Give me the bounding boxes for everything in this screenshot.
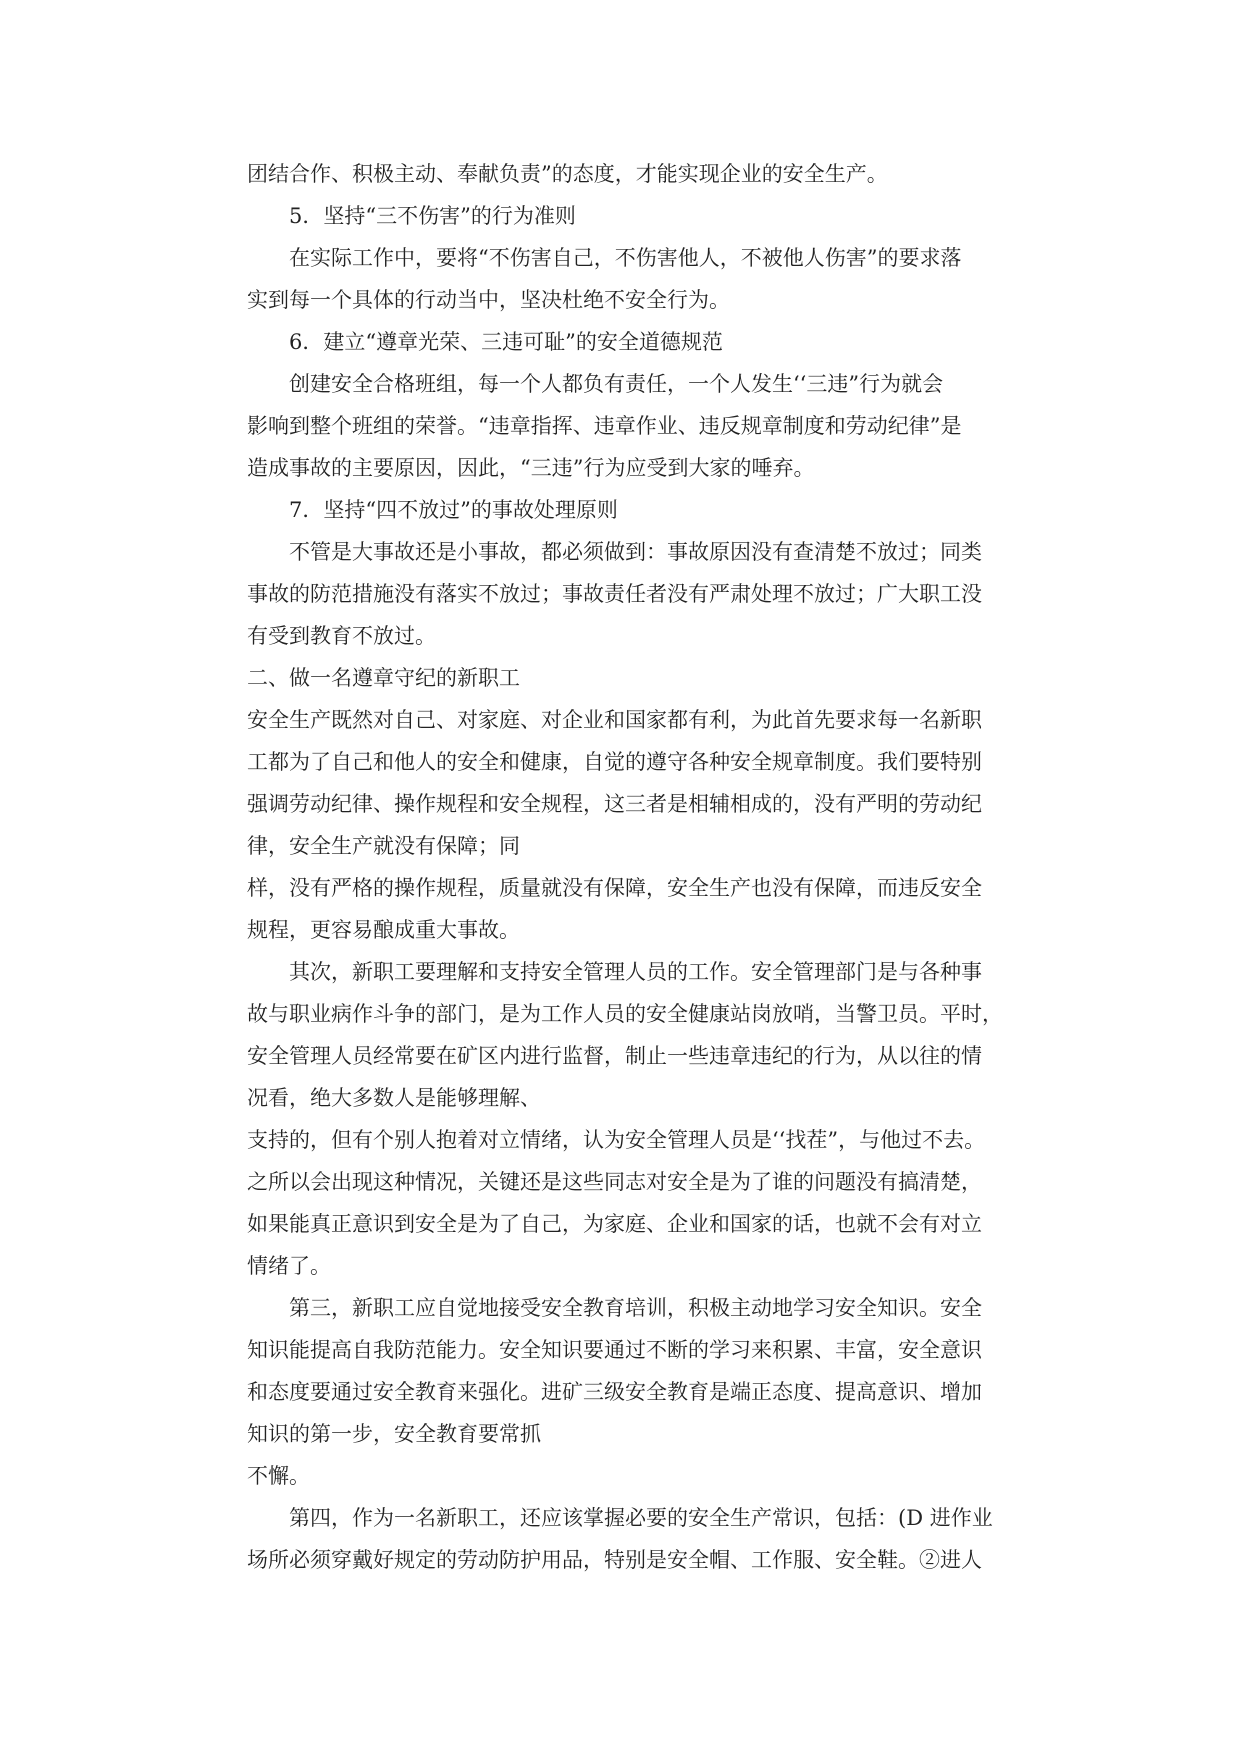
text-line: 之所以会出现这种情况，关键还是这些同志对安全是为了谁的问题没有搞清楚， (247, 1170, 982, 1194)
text-line: 工都为了自己和他人的安全和健康，自觉的遵守各种安全规章制度。我们要特别 (247, 750, 982, 774)
text-line: 实到每一个具体的行动当中，坚决杜绝不安全行为。 (247, 288, 730, 312)
text-line: 事故的防范措施没有落实不放过；事故责任者没有严肃处理不放过；广大职工没 (247, 582, 982, 606)
text-line: 不管是大事故还是小事故，都必须做到：事故原因没有查清楚不放过；同类 (289, 540, 982, 564)
text-line: 场所必须穿戴好规定的劳动防护用品，特别是安全帽、工作服、安全鞋。②进人 (247, 1548, 982, 1572)
text-line: 如果能真正意识到安全是为了自己，为家庭、企业和国家的话，也就不会有对立 (247, 1212, 982, 1236)
text-line: 团结合作、积极主动、奉献负责”的态度，才能实现企业的安全生产。 (247, 162, 888, 186)
text-line: 律，安全生产就没有保障；同 (247, 834, 520, 858)
text-line: 况看，绝大多数人是能够理解、 (247, 1086, 541, 1110)
text-line: 支持的，但有个别人抱着对立情绪，认为安全管理人员是‘‘找茬”，与他过不去。 (247, 1128, 986, 1152)
section-heading: 5．坚持“三不伤害”的行为准则 (289, 204, 576, 228)
text-line: 第三，新职工应自觉地接受安全教育培训，积极主动地学习安全知识。安全 (289, 1296, 982, 1320)
text-line: 影响到整个班组的荣誉。“违章指挥、违章作业、违反规章制度和劳动纪律”是 (247, 414, 962, 438)
text-line: 在实际工作中，要将“不伤害自己，不伤害他人，不被他人伤害”的要求落 (289, 246, 962, 270)
text-line: 知识能提高自我防范能力。安全知识要通过不断的学习来积累、丰富，安全意识 (247, 1338, 982, 1362)
text-line: 样，没有严格的操作规程，质量就没有保障，安全生产也没有保障，而违反安全 (247, 876, 982, 900)
text-line: 第四，作为一名新职工，还应该掌握必要的安全生产常识，包括：(D 进作业 (289, 1506, 993, 1530)
text-line: 创建安全合格班组，每一个人都负有责任，一个人发生‘‘三违”行为就会 (289, 372, 944, 396)
text-line: 安全生产既然对自己、对家庭、对企业和国家都有利，为此首先要求每一名新职 (247, 708, 982, 732)
chapter-heading: 二、做一名遵章守纪的新职工 (247, 666, 520, 690)
section-heading: 6．建立“遵章光荣、三违可耻”的安全道德规范 (289, 330, 723, 354)
text-line: 安全管理人员经常要在矿区内进行监督，制止一些违章违纪的行为，从以往的情 (247, 1044, 982, 1068)
text-line: 和态度要通过安全教育来强化。进矿三级安全教育是端正态度、提高意识、增加 (247, 1380, 982, 1404)
text-line: 其次，新职工要理解和支持安全管理人员的工作。安全管理部门是与各种事 (289, 960, 982, 984)
text-line: 规程，更容易酿成重大事故。 (247, 918, 520, 942)
text-line: 故与职业病作斗争的部门，是为工作人员的安全健康站岗放哨，当警卫员。平时， (247, 1002, 1003, 1026)
text-line: 不懈。 (247, 1464, 310, 1488)
section-heading: 7．坚持“四不放过”的事故处理原则 (289, 498, 618, 522)
text-line: 造成事故的主要原因，因此，“三违”行为应受到大家的唾弃。 (247, 456, 815, 480)
text-line: 强调劳动纪律、操作规程和安全规程，这三者是相辅相成的，没有严明的劳动纪 (247, 792, 982, 816)
text-line: 知识的第一步，安全教育要常抓 (247, 1422, 541, 1446)
text-line: 情绪了。 (247, 1254, 331, 1278)
text-line: 有受到教育不放过。 (247, 624, 436, 648)
